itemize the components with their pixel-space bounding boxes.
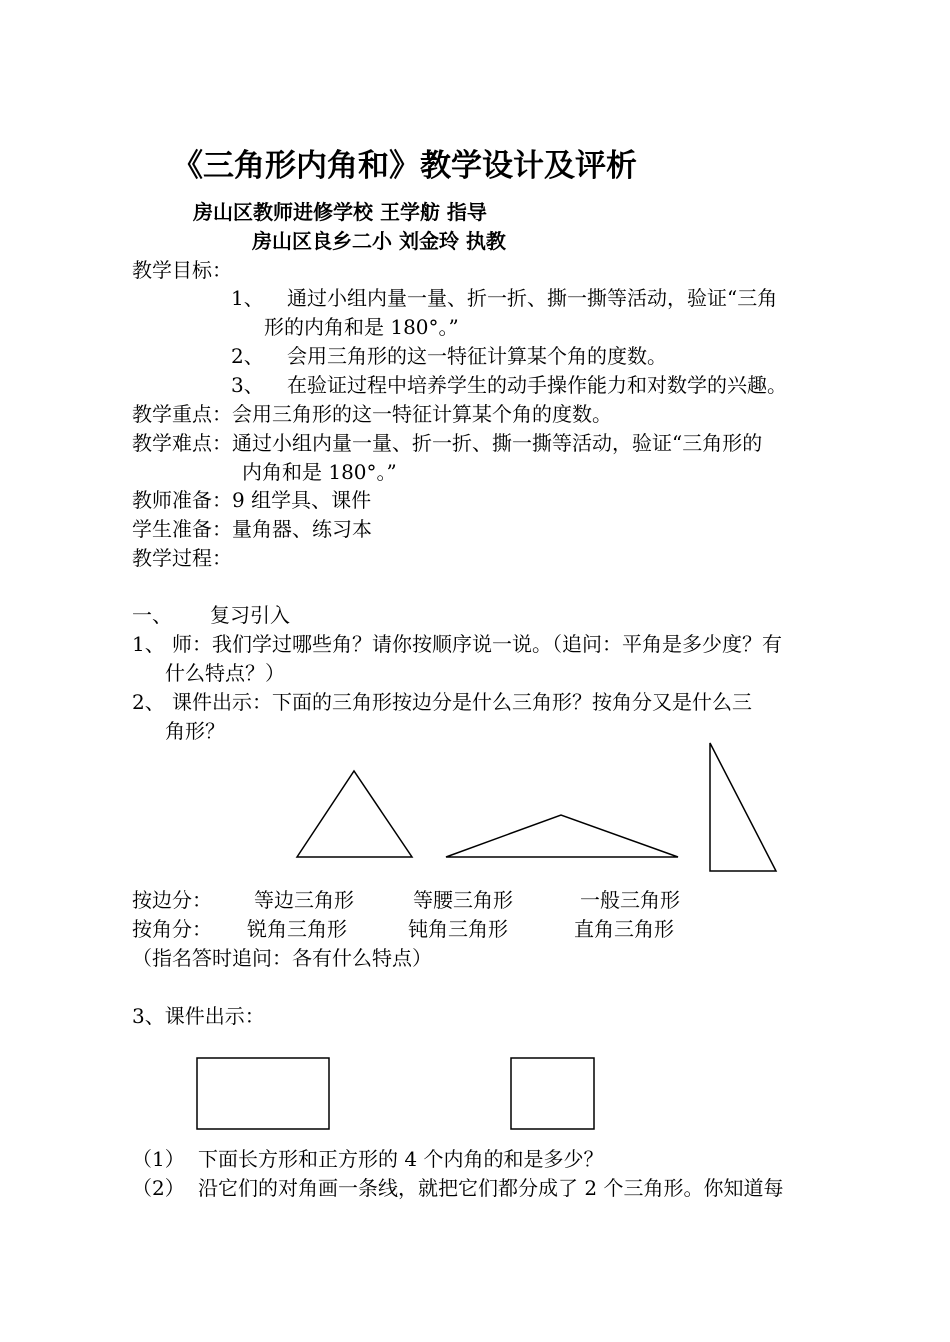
question-1-line-1: 师：我们学过哪些角？请你按顺序说一说。（追问：平角是多少度？有	[172, 632, 782, 656]
goals-label: 教学目标：	[132, 258, 232, 282]
equilateral-triangle	[297, 771, 412, 857]
section-1-title: 复习引入	[210, 603, 290, 627]
by-side-item-2: 等腰三角形	[413, 888, 513, 912]
document-title: 《三角形内角和》教学设计及评析	[172, 148, 637, 184]
goal-2-text: 会用三角形的这一特征计算某个角的度数。	[287, 344, 667, 368]
sub-question-2-number: （2）	[132, 1176, 185, 1200]
goal-1-text: 通过小组内量一量、折一折、撕一撕等活动，验证“三角	[287, 286, 778, 310]
question-1-line-2: 什么特点？）	[165, 661, 285, 685]
question-1-number: 1、	[132, 632, 165, 656]
obtuse-triangle	[446, 815, 678, 857]
question-2-number: 2、	[132, 690, 165, 714]
by-angle-item-3: 直角三角形	[574, 917, 674, 941]
difficulty-line-1: 教学难点：通过小组内量一量、折一折、撕一撕等活动，验证“三角形的	[132, 431, 763, 455]
guide-line: 房山区教师进修学校 王学舫 指导	[193, 200, 487, 224]
question-3: 3、课件出示：	[132, 1004, 265, 1028]
by-angle-item-1: 锐角三角形	[247, 917, 347, 941]
by-angle-label: 按角分：	[132, 917, 212, 941]
key-point: 教学重点：会用三角形的这一特征计算某个角的度数。	[132, 402, 612, 426]
question-2-line-1: 课件出示：下面的三角形按边分是什么三角形？按角分又是什么三	[172, 690, 752, 714]
goal-3-text: 在验证过程中培养学生的动手操作能力和对数学的兴趣。	[287, 373, 787, 397]
difficulty-line-2: 内角和是 180°。”	[242, 460, 397, 484]
sub-question-2-text: 沿它们的对角画一条线，就把它们都分成了 2 个三角形。你知道每	[198, 1176, 784, 1200]
sub-question-1-number: （1）	[132, 1147, 185, 1171]
question-2-line-2: 角形？	[165, 719, 225, 743]
by-side-item-3: 一般三角形	[580, 888, 680, 912]
section-1-number: 一、	[132, 603, 172, 627]
right-triangle	[710, 743, 776, 871]
goal-1-number: 1、	[231, 286, 264, 310]
rectangle-shape	[197, 1058, 329, 1129]
goal-3-number: 3、	[231, 373, 264, 397]
process-label: 教学过程：	[132, 546, 232, 570]
goal-2-number: 2、	[231, 344, 264, 368]
goal-1-continuation: 形的内角和是 180°。”	[264, 315, 459, 339]
student-prep: 学生准备：量角器、练习本	[132, 517, 372, 541]
square-shape	[511, 1058, 594, 1129]
teacher-line: 房山区良乡二小 刘金玲 执教	[252, 229, 506, 253]
sub-question-1-text: 下面长方形和正方形的 4 个内角的和是多少？	[198, 1147, 604, 1171]
teacher-prep: 教师准备：9 组学具、课件	[132, 488, 372, 512]
by-side-label: 按边分：	[132, 888, 212, 912]
follow-up-hint: （指名答时追问：各有什么特点）	[132, 946, 432, 970]
by-angle-item-2: 钝角三角形	[408, 917, 508, 941]
by-side-item-1: 等边三角形	[254, 888, 354, 912]
